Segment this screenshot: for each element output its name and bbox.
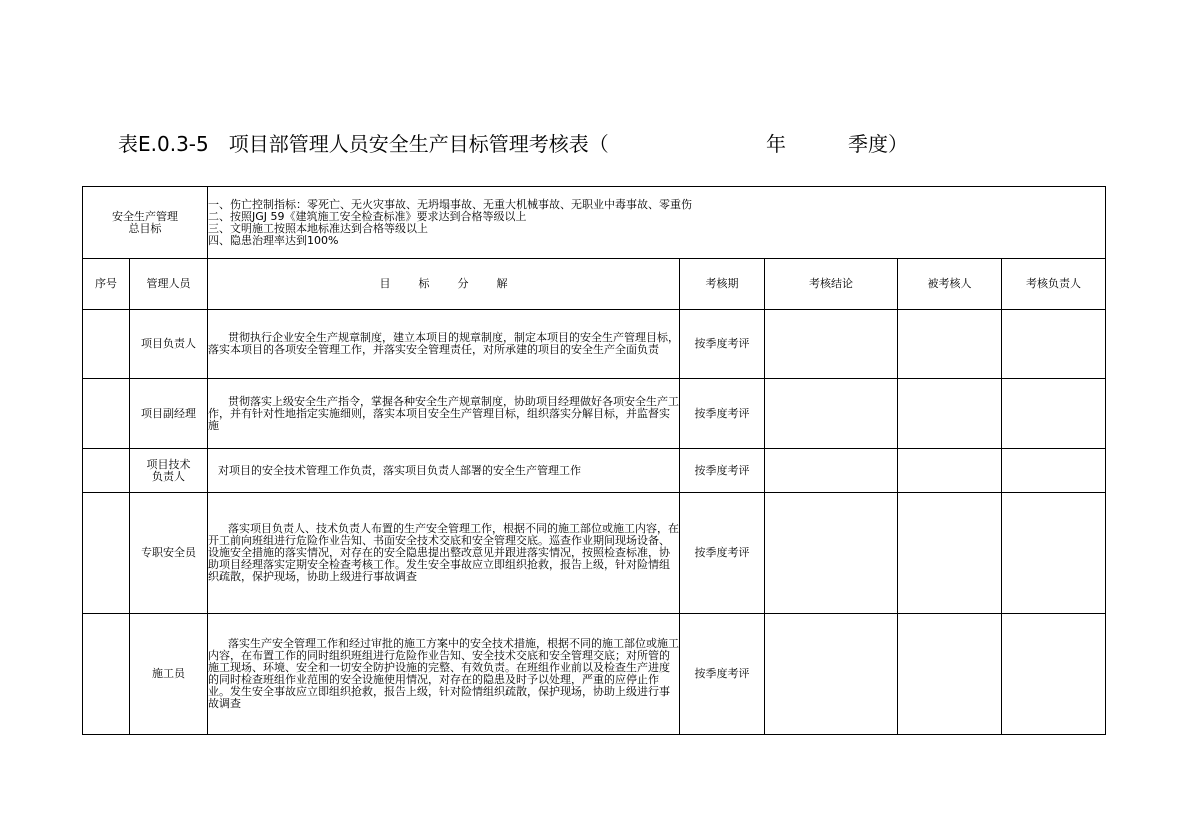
person-cell: 项目负责人 bbox=[130, 310, 208, 379]
conclusion-cell bbox=[765, 614, 898, 735]
header-assessor: 考核负责人 bbox=[1002, 259, 1106, 310]
overall-goal-label-line1: 安全生产管理 bbox=[112, 209, 178, 223]
table-row bbox=[83, 614, 1106, 735]
assessee-cell bbox=[898, 379, 1002, 449]
table-row bbox=[83, 379, 1106, 449]
table-row bbox=[83, 493, 1106, 614]
person-line: 项目技术 bbox=[146, 457, 191, 471]
header-person: 管理人员 bbox=[130, 259, 208, 310]
person-cell: 专职安全员 bbox=[130, 493, 208, 614]
assessor-cell bbox=[1002, 379, 1106, 449]
overall-goal-item: 一、伤亡控制指标：零死亡、无火灾事故、无坍塌事故、无重大机械事故、无职业中毒事故、零重伤 bbox=[208, 197, 692, 211]
header-target-char: 分 bbox=[457, 277, 469, 290]
form-title-quarter: 季度） bbox=[848, 132, 908, 156]
seq-cell bbox=[83, 493, 130, 614]
period-cell: 按季度考评 bbox=[680, 449, 765, 493]
assessor-cell bbox=[1002, 493, 1106, 614]
assessor-cell bbox=[1002, 310, 1106, 379]
assessee-cell bbox=[898, 310, 1002, 379]
table-row bbox=[83, 449, 1106, 493]
detail-cell bbox=[208, 614, 680, 735]
period-cell: 按季度考评 bbox=[680, 493, 765, 614]
period-cell: 按季度考评 bbox=[680, 379, 765, 449]
seq-cell bbox=[83, 449, 130, 493]
overall-goal-content bbox=[208, 187, 1106, 259]
detail-text: 落实项目负责人、技术负责人布置的生产安全管理工作，根据不同的施工部位或施工内容，在开工前向班组进行危险作业告知、书面安全技术交底和安全管理交底。巡查作业期间现场设备、设施安全措施的落实情况，对存在的安全隐患提出整改意见并跟进落实情况，按照检查标准，协助项目经理落实定期安全检查考核工作。发生安全事故应立即组织抢救，报告上级，针对险情组织疏散，保护现场，协助上级进行事故调查 bbox=[208, 522, 679, 583]
overall-goal-item: 三、文明施工按照本地标准达到合格等级以上 bbox=[208, 221, 428, 235]
header-target-char: 目 bbox=[379, 277, 391, 290]
person-cell bbox=[130, 449, 208, 493]
assessee-cell bbox=[898, 493, 1002, 614]
overall-goal-item: 二、按照JGJ 59《建筑施工安全检查标准》要求达到合格等级以上 bbox=[208, 209, 527, 223]
seq-cell bbox=[83, 310, 130, 379]
detail-cell bbox=[208, 310, 680, 379]
detail-cell bbox=[208, 493, 680, 614]
assessor-cell bbox=[1002, 449, 1106, 493]
person-line: 负责人 bbox=[152, 469, 185, 483]
person-cell: 项目副经理 bbox=[130, 379, 208, 449]
detail-cell bbox=[208, 449, 680, 493]
form-title-main: 表E.0.3-5 项目部管理人员安全生产目标管理考核表（ bbox=[118, 132, 609, 156]
conclusion-cell bbox=[765, 449, 898, 493]
period-cell: 按季度考评 bbox=[680, 614, 765, 735]
period-cell: 按季度考评 bbox=[680, 310, 765, 379]
overall-goal-item: 四、隐患治理率达到100% bbox=[208, 233, 339, 247]
seq-cell bbox=[83, 614, 130, 735]
header-seq: 序号 bbox=[83, 259, 130, 310]
header-conclusion: 考核结论 bbox=[765, 259, 898, 310]
conclusion-cell bbox=[765, 379, 898, 449]
conclusion-cell bbox=[765, 493, 898, 614]
detail-text: 贯彻落实上级安全生产指令，掌握各种安全生产规章制度，协助项目经理做好各项安全生产工作，并有针对性地指定实施细则，落实本项目安全生产管理目标，组织落实分解目标，并监督实施 bbox=[208, 394, 679, 432]
seq-cell bbox=[83, 379, 130, 449]
header-assessee: 被考核人 bbox=[898, 259, 1002, 310]
assessment-table bbox=[82, 186, 1106, 735]
header-period: 考核期 bbox=[680, 259, 765, 310]
overall-goal-label bbox=[83, 187, 208, 259]
header-row bbox=[83, 259, 1106, 310]
detail-text: 对项目的安全技术管理工作负责，落实项目负责人部署的安全生产管理工作 bbox=[218, 463, 581, 477]
header-target-char: 标 bbox=[418, 277, 430, 290]
detail-text: 落实生产安全管理工作和经过审批的施工方案中的安全技术措施，根据不同的施工部位或施工内容，在布置工作的同时组织班组进行危险作业告知、安全技术交底和安全管理交底；对所管的施工现场、环境、安全和一切安全防护设施的完整、有效负责。在班组作业前以及检查生产进度的同时检查班组作业范围的安全设施使用情况，对存在的隐患及时予以处理，严重的应停止作业。发生安全事故应立即组织抢救，报告上级，针对险情组织疏散，保护现场，协助上级进行事故调查 bbox=[208, 637, 679, 710]
header-target bbox=[208, 259, 680, 310]
conclusion-cell bbox=[765, 310, 898, 379]
assessee-cell bbox=[898, 614, 1002, 735]
detail-cell bbox=[208, 379, 680, 449]
detail-text: 贯彻执行企业安全生产规章制度，建立本项目的规章制度，制定本项目的安全生产管理目标，落实本项目的各项安全管理工作，并落实安全管理责任，对所承建的项目的安全生产全面负责 bbox=[208, 331, 679, 356]
overall-goal-row bbox=[83, 187, 1106, 259]
header-target-char: 解 bbox=[496, 277, 508, 290]
assessor-cell bbox=[1002, 614, 1106, 735]
assessee-cell bbox=[898, 449, 1002, 493]
overall-goal-label-line2: 总目标 bbox=[128, 221, 162, 235]
person-cell: 施工员 bbox=[130, 614, 208, 735]
table-row bbox=[83, 310, 1106, 379]
form-title-year: 年 bbox=[766, 132, 786, 156]
